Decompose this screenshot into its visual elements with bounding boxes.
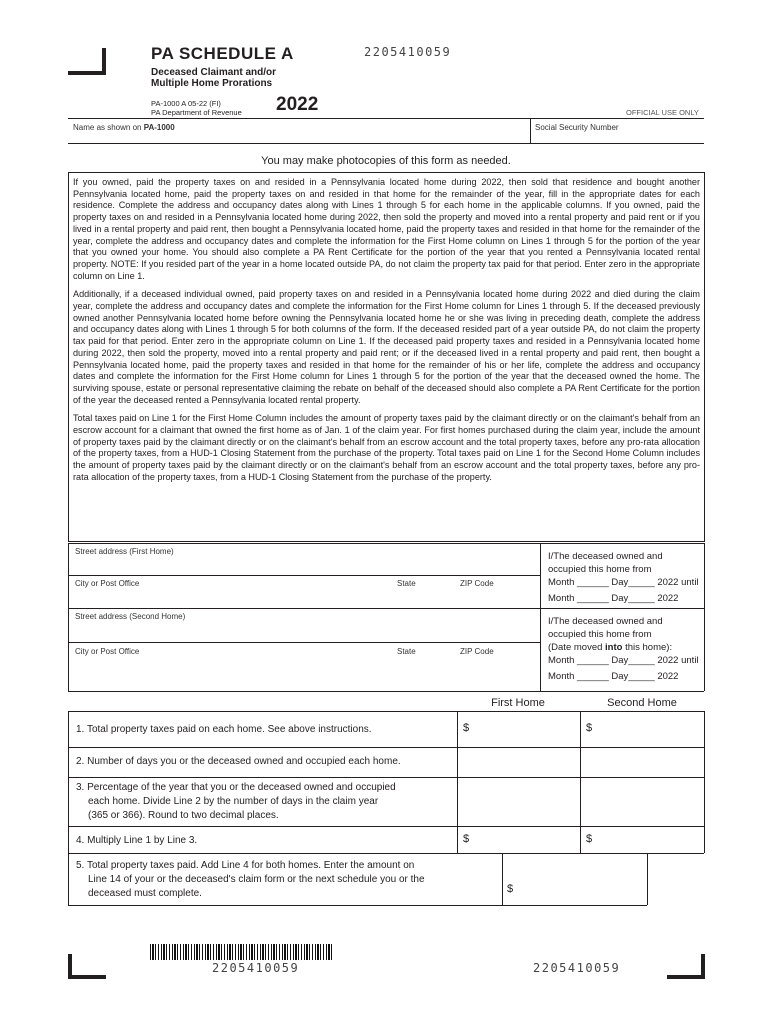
first-home-column-header: First Home bbox=[491, 697, 545, 709]
ssn-field[interactable] bbox=[535, 123, 700, 141]
second-home-street-label: Street address (Second Home) bbox=[75, 612, 186, 621]
first-home-street-field[interactable] bbox=[75, 547, 535, 572]
second-home-to-date: Month ______ Day_____ 2022 bbox=[548, 671, 679, 682]
form-number: PA-1000 A 05-22 (FI) PA Department of Revenue bbox=[151, 99, 242, 117]
form-title: PA SCHEDULE A bbox=[151, 44, 294, 63]
corner-mark-bottom-right bbox=[667, 954, 705, 979]
barcode bbox=[150, 944, 332, 960]
instructions-paragraph-2: Additionally, if a deceased individual owned, paid property taxes on and resided in a Pennsylvania located home during 2022 and died during the claim year, complete the address and occupancy dates and complete the information for the First Home column for Lines 1 through 5. If the deceased previously owned another Pennsylvania located home before owning the Pennsylvania located home he or she was living in preceding death, complete the address and occupancy dates along with Lines 1 through 5 for both columns of the form. If the deceased resided part of a year outside PA, do not claim the property tax paid for that period. Enter zero in the appropriate column on Line 1. If the deceased paid property taxes and resided in a Pennsylvania located home during 2022, then sold the property, moved into a rental property and paid rent; or if the deceased lived in a rental property and paid rent, then bought a Pennsylvania located home, paid the property taxes and resided in that home for the remainder of his or her life, complete the address and occupancy dates and complete the information for the First Home column for Lines 1 through 5 for the portion of the year that the deceased owned the home. The surviving spouse, estate or personal representative claiming the rebate on behalf of the deceased should also complete a PA Rent Certificate for the portion of the year the deceased rented a Pennsylvania located rental property. bbox=[73, 289, 700, 405]
second-home-occupancy-text-3: (Date moved into this home): bbox=[548, 642, 673, 653]
line-2-label: 2. Number of days you or the deceased owned and occupied each home. bbox=[76, 756, 401, 767]
first-home-zip-field[interactable] bbox=[460, 579, 536, 605]
name-label-form: PA-1000 bbox=[143, 123, 175, 132]
first-home-state-field[interactable] bbox=[397, 579, 452, 605]
scan-code-top: 2205410059 bbox=[364, 45, 452, 59]
second-home-occupancy-text-2: occupied this home from bbox=[548, 629, 652, 640]
line-1-second-home-amount[interactable]: $ bbox=[586, 722, 593, 734]
photocopy-note: You may make photocopies of this form as needed. bbox=[261, 155, 511, 167]
instructions bbox=[73, 177, 700, 491]
line-2-second-home-days[interactable] bbox=[583, 750, 701, 774]
second-home-column-header: Second Home bbox=[607, 697, 677, 709]
line-3-second-home-percentage[interactable] bbox=[583, 780, 701, 823]
second-home-occupancy-text-1: I/The deceased owned and bbox=[548, 616, 663, 627]
scan-code-bottom-right: 2205410059 bbox=[533, 961, 621, 975]
corner-mark-top-left bbox=[68, 48, 106, 75]
first-home-to-date: Month ______ Day_____ 2022 bbox=[548, 593, 679, 604]
first-home-state-label: State bbox=[397, 579, 416, 588]
instructions-paragraph-1: If you owned, paid the property taxes on and resided in a Pennsylvania located home during 2022, then sold that residence and bought another Pennsylvania located home, paid the property taxes on and resided in that home for the remainder of the year, fill in the appropriate dates for each residence. Complete the address and occupancy dates along with Lines 1 through 5 for each home in the applicable columns. If you owned, paid the property taxes on and resided in a Pennsylvania located home during 2022, then sold the property and moved into a rental property and paid rent or if you lived in a rental property and paid rent, then bought a Pennsylvania located home, paid the property taxes and resided in that home for the remainder of the year, complete the address and occupancy dates and complete the information for the First Home column on Lines 1 through 5 for the portion of the year that you owned your home. You should also complete a PA Rent Certificate for the portion of the year that you rented a Pennsylvania located rental property. NOTE: If you resided part of the year in a home located outside PA, do not claim the property tax paid for that period. Enter zero in the appropriate column on Line 1. bbox=[73, 177, 700, 281]
line-3-first-home-percentage[interactable] bbox=[460, 780, 577, 823]
line-4-second-home-amount[interactable]: $ bbox=[586, 833, 593, 845]
ssn-label: Social Security Number bbox=[535, 123, 619, 132]
tax-year: 2022 bbox=[276, 94, 319, 115]
first-home-occupancy-text-2: occupied this home from bbox=[548, 564, 652, 575]
line-3-label: 3. Percentage of the year that you or the deceased owned and occupied each home. Divide Line 2 by the number of days in the claim year (365 or 366). Round to two decimal places. bbox=[76, 782, 396, 821]
instructions-paragraph-3: Total taxes paid on Line 1 for the First Home Column includes the amount of property taxes paid by the claimant directly or on the claimant's behalf from an escrow account for a claimant that owned the first home as of Jan. 1 of the claim year. For first homes purchased during the claim year, include the amount of property taxes paid by the claimant directly or on the claimant's behalf from an escrow account and the total property taxes, before any pro-rata allocation of the property taxes, from a HUD-1 Closing Statement from the purchase of the property. Total taxes paid on Line 1 for the Second Home Column includes the amount of property taxes paid by the claimant directly or on the claimant's behalf from an escrow account and the total property taxes, before any pro-rata allocation of the property taxes, from a HUD-1 Closing Statement from the purchase of the property. bbox=[73, 413, 700, 482]
second-home-zip-label: ZIP Code bbox=[460, 647, 494, 656]
line-2-first-home-days[interactable] bbox=[460, 750, 577, 774]
line-5-label: 5. Total property taxes paid. Add Line 4 for both homes. Enter the amount on Line 14 of your or the deceased's claim form or the next schedule you or the deceased must complete. bbox=[76, 860, 425, 899]
second-home-state-label: State bbox=[397, 647, 416, 656]
corner-mark-bottom-left bbox=[68, 954, 106, 979]
first-home-street-label: Street address (First Home) bbox=[75, 547, 174, 556]
line-1-first-home-amount[interactable]: $ bbox=[463, 722, 470, 734]
first-home-city-field[interactable] bbox=[75, 579, 390, 605]
second-home-street-field[interactable] bbox=[75, 612, 535, 639]
line-4-first-home-amount[interactable]: $ bbox=[463, 833, 470, 845]
first-home-occupancy-text-1: I/The deceased owned and bbox=[548, 551, 663, 562]
first-home-city-label: City or Post Office bbox=[75, 579, 140, 588]
first-home-occupancy[interactable] bbox=[548, 550, 702, 605]
form-subtitle: Deceased Claimant and/or Multiple Home Prorations bbox=[151, 67, 277, 89]
line-1-label: 1. Total property taxes paid on each home. See above instructions. bbox=[76, 724, 372, 735]
second-home-city-label: City or Post Office bbox=[75, 647, 140, 656]
second-home-city-field[interactable] bbox=[75, 647, 390, 687]
second-home-state-field[interactable] bbox=[397, 647, 452, 687]
scan-code-bottom-left: 2205410059 bbox=[212, 961, 300, 975]
line-5-total-amount[interactable]: $ bbox=[507, 883, 514, 895]
official-use-label: OFFICIAL USE ONLY bbox=[626, 108, 699, 117]
name-label: Name as shown on bbox=[73, 123, 144, 132]
first-home-from-date: Month ______ Day_____ 2022 until bbox=[548, 577, 699, 588]
first-home-zip-label: ZIP Code bbox=[460, 579, 494, 588]
second-home-zip-field[interactable] bbox=[460, 647, 536, 687]
name-field[interactable] bbox=[73, 123, 523, 141]
second-home-from-date: Month ______ Day_____ 2022 until bbox=[548, 655, 699, 666]
second-home-occupancy[interactable] bbox=[548, 615, 702, 683]
line-4-label: 4. Multiply Line 1 by Line 3. bbox=[76, 835, 198, 846]
